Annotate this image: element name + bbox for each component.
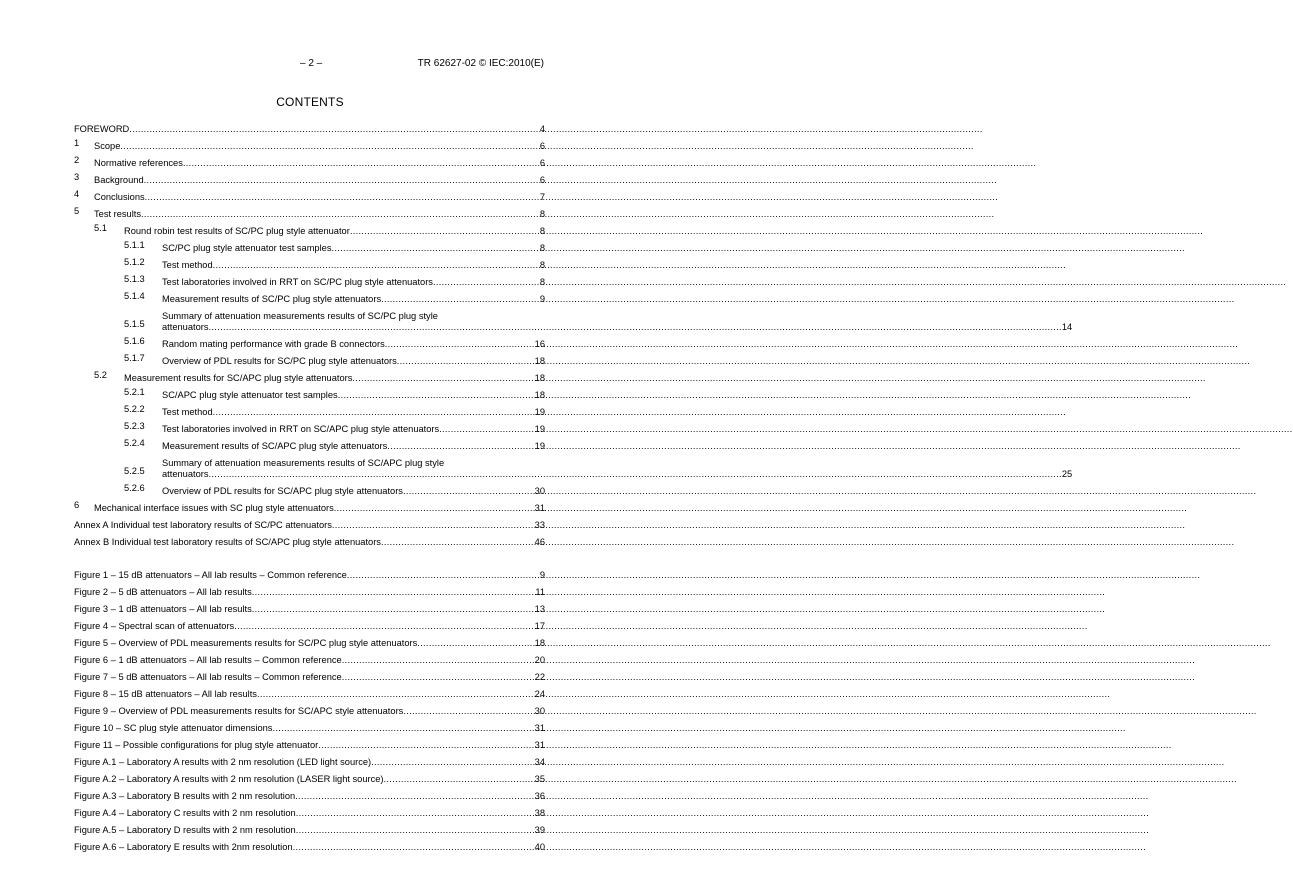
figure-list-item[interactable] xyxy=(74,666,545,683)
toc-entry[interactable] xyxy=(74,118,545,135)
leader-dots xyxy=(338,390,535,401)
toc-entry[interactable] xyxy=(74,203,545,220)
toc-page-number: 25 xyxy=(1061,469,1073,479)
toc-page-number: 40 xyxy=(534,842,545,852)
toc-entry-label: Measurement results of SC/PC plug style attenuators xyxy=(162,294,382,304)
figure-label: Figure 4 – Spectral scan of attenuators xyxy=(74,621,235,631)
toc-entry-label-continued: attenuators xyxy=(162,469,209,479)
toc-page-number: 46 xyxy=(534,537,545,547)
toc-entry-label: SC/PC plug style attenuator test samples xyxy=(162,243,332,253)
leader-dots xyxy=(332,243,540,254)
leader-dots xyxy=(213,407,535,418)
figure-label: Figure A.2 – Laboratory A results with 2 nm resolution (LASER light source) xyxy=(74,774,384,784)
toc-entry[interactable] xyxy=(74,169,545,186)
figure-label: Figure A.3 – Laboratory B results with 2 nm resolution xyxy=(74,791,296,801)
toc-entry-label: SC/APC plug style attenuator test samples xyxy=(162,390,338,400)
figure-list-item[interactable] xyxy=(74,581,545,598)
toc-page-number: 8 xyxy=(539,260,545,270)
toc-entry-label: Test method xyxy=(162,260,213,270)
leader-dots xyxy=(381,537,535,548)
toc-entry-number: 5.1 xyxy=(94,223,107,233)
figure-list-item[interactable] xyxy=(74,717,545,734)
toc-entry-number: 5.1.7 xyxy=(124,353,145,363)
figure-label: Figure 11 – Possible configurations for plug style attenuator xyxy=(74,740,319,750)
toc-entry-number: 5.2.1 xyxy=(124,387,145,397)
leader-dots xyxy=(141,209,540,220)
toc-page-number: 18 xyxy=(534,373,545,383)
toc-page-number: 19 xyxy=(534,407,545,417)
toc-entry-label: FOREWORD xyxy=(74,124,130,134)
toc-entry-label: Summary of attenuation measurements results of SC/APC plug style xyxy=(162,458,445,468)
toc-entry[interactable] xyxy=(74,401,545,418)
leader-dots xyxy=(183,158,540,169)
leader-dots xyxy=(296,808,535,819)
figure-list-item[interactable] xyxy=(74,598,545,615)
leader-dots xyxy=(403,706,534,717)
leader-dots xyxy=(384,774,535,785)
toc-entry[interactable] xyxy=(74,271,545,288)
figure-label: Figure A.1 – Laboratory A results with 2 nm resolution (LED light source) xyxy=(74,757,372,767)
leader-dots xyxy=(120,141,539,152)
toc-entry-label: Conclusions xyxy=(94,192,145,202)
toc-page-number: 19 xyxy=(534,441,545,451)
toc-entry-number: 5.1.6 xyxy=(124,336,145,346)
figure-label: Figure 5 – Overview of PDL measurements results for SC/PC plug style attenuators xyxy=(74,638,418,648)
leader-dots xyxy=(352,373,534,384)
toc-page-number: 18 xyxy=(534,356,545,366)
figure-list-item[interactable] xyxy=(74,819,545,836)
toc-entry[interactable] xyxy=(74,152,545,169)
toc-page-number: 38 xyxy=(534,808,545,818)
leader-dots xyxy=(385,339,535,350)
toc-page-number: 33 xyxy=(534,520,545,530)
toc-entry-number: 6 xyxy=(74,500,80,510)
toc-entry-label: Measurement results of SC/APC plug style attenuators xyxy=(162,441,388,451)
toc-entry-number: 5.2 xyxy=(94,370,107,380)
toc-entry[interactable] xyxy=(74,350,545,367)
leader-dots xyxy=(387,441,534,452)
figure-list-item[interactable] xyxy=(74,751,545,768)
leader-dots xyxy=(403,486,535,497)
leader-dots xyxy=(257,689,535,700)
standard-reference: TR 62627-02 © IEC:2010(E) xyxy=(417,58,544,69)
toc-page-number: 8 xyxy=(539,209,545,219)
toc-entry-label: Normative references xyxy=(94,158,183,168)
toc-page-number: 36 xyxy=(534,791,545,801)
toc-page-number: 24 xyxy=(534,689,545,699)
toc-entry-number: 5 xyxy=(74,206,80,216)
toc-entry-number: 5.1.3 xyxy=(124,274,145,284)
toc-entry-label: Annex B Individual test laboratory results of SC/APC plug style attenuators xyxy=(74,537,381,547)
toc-page-number: 35 xyxy=(534,774,545,784)
toc-entry[interactable] xyxy=(74,367,545,384)
toc-page-number: 8 xyxy=(539,277,545,287)
leader-dots xyxy=(350,226,540,237)
toc-page-number: 6 xyxy=(539,141,545,151)
figure-label: Figure 9 – Overview of PDL measurements results for SC/APC style attenuators xyxy=(74,706,404,716)
toc-entry[interactable] xyxy=(74,333,545,350)
toc-page-number: 7 xyxy=(539,192,545,202)
toc-page-number: 31 xyxy=(534,740,545,750)
leader-dots xyxy=(433,277,540,288)
toc-page-number: 17 xyxy=(534,621,545,631)
toc-entry-number: 2 xyxy=(74,155,80,165)
figure-list-item[interactable] xyxy=(74,785,545,802)
page-title: CONTENTS xyxy=(276,95,344,109)
leader-dots xyxy=(144,175,540,186)
leader-dots xyxy=(296,825,535,836)
toc-entry-number: 5.2.3 xyxy=(124,421,145,431)
toc-entry-label: Test laboratories involved in RRT on SC/APC plug style attenuators xyxy=(162,424,440,434)
toc-entry-number: 3 xyxy=(74,172,80,182)
toc-entry-number: 1 xyxy=(74,138,80,148)
toc-entry-label: Round robin test results of SC/PC plug style attenuator xyxy=(124,226,350,236)
toc-entry[interactable] xyxy=(74,531,545,548)
toc-entry-label-continued: attenuators xyxy=(162,322,209,332)
toc-page-number: 9 xyxy=(539,570,545,580)
toc-entry-number: 5.1.2 xyxy=(124,257,145,267)
figure-list-item[interactable] xyxy=(74,683,545,700)
figure-list-item[interactable] xyxy=(74,564,545,581)
toc-entry-label: Test method xyxy=(162,407,213,417)
toc-page-number: 6 xyxy=(539,158,545,168)
leader-dots xyxy=(129,124,540,135)
figure-label: Figure 8 – 15 dB attenuators – All lab results xyxy=(74,689,257,699)
toc-entry-label: Random mating performance with grade B connectors xyxy=(162,339,385,349)
toc-entry-label: Measurement results for SC/APC plug style attenuators xyxy=(124,373,353,383)
leader-dots xyxy=(213,260,540,271)
toc-entry[interactable] xyxy=(74,186,545,203)
leader-dots xyxy=(397,356,535,367)
toc-entry[interactable] xyxy=(74,220,545,237)
leader-dots xyxy=(417,638,534,649)
toc-entry-number: 5.2.4 xyxy=(124,438,145,448)
toc-entry-label: Test results xyxy=(94,209,142,219)
toc-entry-label: Overview of PDL results for SC/APC plug style attenuators xyxy=(162,486,403,496)
toc-page-number: 6 xyxy=(539,175,545,185)
toc-page-number: 13 xyxy=(534,604,545,614)
toc-entry[interactable] xyxy=(74,288,545,305)
figure-label: Figure A.6 – Laboratory E results with 2nm resolution xyxy=(74,842,293,852)
toc-entry-label: Summary of attenuation measurements results of SC/PC plug style xyxy=(162,311,438,321)
toc-entry-label: Scope xyxy=(94,141,121,151)
leader-dots xyxy=(318,740,534,751)
toc-entry-label: Test laboratories involved in RRT on SC/PC plug style attenuators xyxy=(162,277,433,287)
leader-dots xyxy=(342,672,535,683)
leader-dots xyxy=(293,842,535,853)
leader-dots xyxy=(334,503,535,514)
toc-entry-number: 5.1.4 xyxy=(124,291,145,301)
leader-dots xyxy=(347,570,540,581)
toc-entry[interactable] xyxy=(74,435,545,452)
figure-list-item[interactable] xyxy=(74,700,545,717)
toc-page-number: 39 xyxy=(534,825,545,835)
toc-entry[interactable] xyxy=(74,514,545,531)
leader-dots xyxy=(209,469,1062,480)
leader-dots xyxy=(252,587,536,598)
toc-entry-number: 5.2.2 xyxy=(124,404,145,414)
figure-list-item[interactable] xyxy=(74,649,545,666)
figure-list-item[interactable] xyxy=(74,632,545,649)
figure-label: Figure 2 – 5 dB attenuators – All lab results xyxy=(74,587,252,597)
leader-dots xyxy=(381,294,540,305)
toc-entry-label: Mechanical interface issues with SC plug style attenuators xyxy=(94,503,334,513)
toc-page-number: 20 xyxy=(534,655,545,665)
leader-dots xyxy=(252,604,535,615)
figure-list-item[interactable] xyxy=(74,836,545,853)
toc-entry[interactable] xyxy=(74,418,545,435)
leader-dots xyxy=(371,757,535,768)
toc-entry[interactable] xyxy=(74,305,1073,333)
figure-list-item[interactable] xyxy=(74,615,545,632)
figure-list-item[interactable] xyxy=(74,768,545,785)
leader-dots xyxy=(209,322,1062,333)
toc-page-number: 16 xyxy=(534,339,545,349)
toc-page-number: 30 xyxy=(534,486,545,496)
toc-entry[interactable] xyxy=(74,135,545,152)
toc-entry-number: 5.1.5 xyxy=(124,319,145,329)
toc-page-number: 18 xyxy=(534,390,545,400)
figure-label: Figure A.5 – Laboratory D results with 2 nm resolution xyxy=(74,825,296,835)
toc-entry[interactable] xyxy=(74,480,545,497)
toc-page-number: 9 xyxy=(539,294,545,304)
toc-page-number: 18 xyxy=(534,638,545,648)
toc-entry[interactable] xyxy=(74,254,545,271)
toc-entry-label: Background xyxy=(94,175,144,185)
figure-label: Figure 1 – 15 dB attenuators – All lab results – Common reference xyxy=(74,570,347,580)
leader-dots xyxy=(332,520,535,531)
toc-entry[interactable] xyxy=(74,497,545,514)
figure-list-item[interactable] xyxy=(74,734,545,751)
leader-dots xyxy=(342,655,535,666)
figure-label: Figure 10 – SC plug style attenuator dimensions xyxy=(74,723,273,733)
leader-dots xyxy=(234,621,534,632)
figure-label: Figure 6 – 1 dB attenuators – All lab results – Common reference xyxy=(74,655,342,665)
toc-entry-number: 5.1.1 xyxy=(124,240,145,250)
toc-page-number: 31 xyxy=(534,723,545,733)
toc-page-number: 34 xyxy=(534,757,545,767)
toc-page-number: 14 xyxy=(1061,322,1073,332)
toc-page-number: 4 xyxy=(539,124,545,134)
toc-page-number: 8 xyxy=(539,226,545,236)
page-number: – 2 – xyxy=(300,58,323,69)
toc-entry[interactable] xyxy=(74,452,1073,480)
toc-page-number: 11 xyxy=(535,587,545,597)
toc-page-number: 31 xyxy=(534,503,545,513)
toc-entry-number: 5.2.6 xyxy=(124,483,145,493)
toc-entry-label: Annex A Individual test laboratory results of SC/PC attenuators xyxy=(74,520,332,530)
leader-dots xyxy=(295,791,534,802)
toc-page-number: 30 xyxy=(534,706,545,716)
figure-list-item[interactable] xyxy=(74,802,545,819)
leader-dots xyxy=(145,192,540,203)
toc-page-number: 8 xyxy=(539,243,545,253)
toc-entry[interactable] xyxy=(74,237,545,254)
toc-entry-number: 4 xyxy=(74,189,80,199)
toc-entry[interactable] xyxy=(74,384,545,401)
figure-label: Figure 3 – 1 dB attenuators – All lab results xyxy=(74,604,252,614)
leader-dots xyxy=(272,723,534,734)
toc-page-number: 19 xyxy=(534,424,545,434)
toc-entry-number: 5.2.5 xyxy=(124,466,145,476)
figure-label: Figure A.4 – Laboratory C results with 2 nm resolution xyxy=(74,808,296,818)
leader-dots xyxy=(439,424,535,435)
toc-entry-label: Overview of PDL results for SC/PC plug style attenuators xyxy=(162,356,397,366)
figure-label: Figure 7 – 5 dB attenuators – All lab results – Common reference xyxy=(74,672,342,682)
toc-page-number: 22 xyxy=(534,672,545,682)
table-of-contents xyxy=(74,118,1073,853)
